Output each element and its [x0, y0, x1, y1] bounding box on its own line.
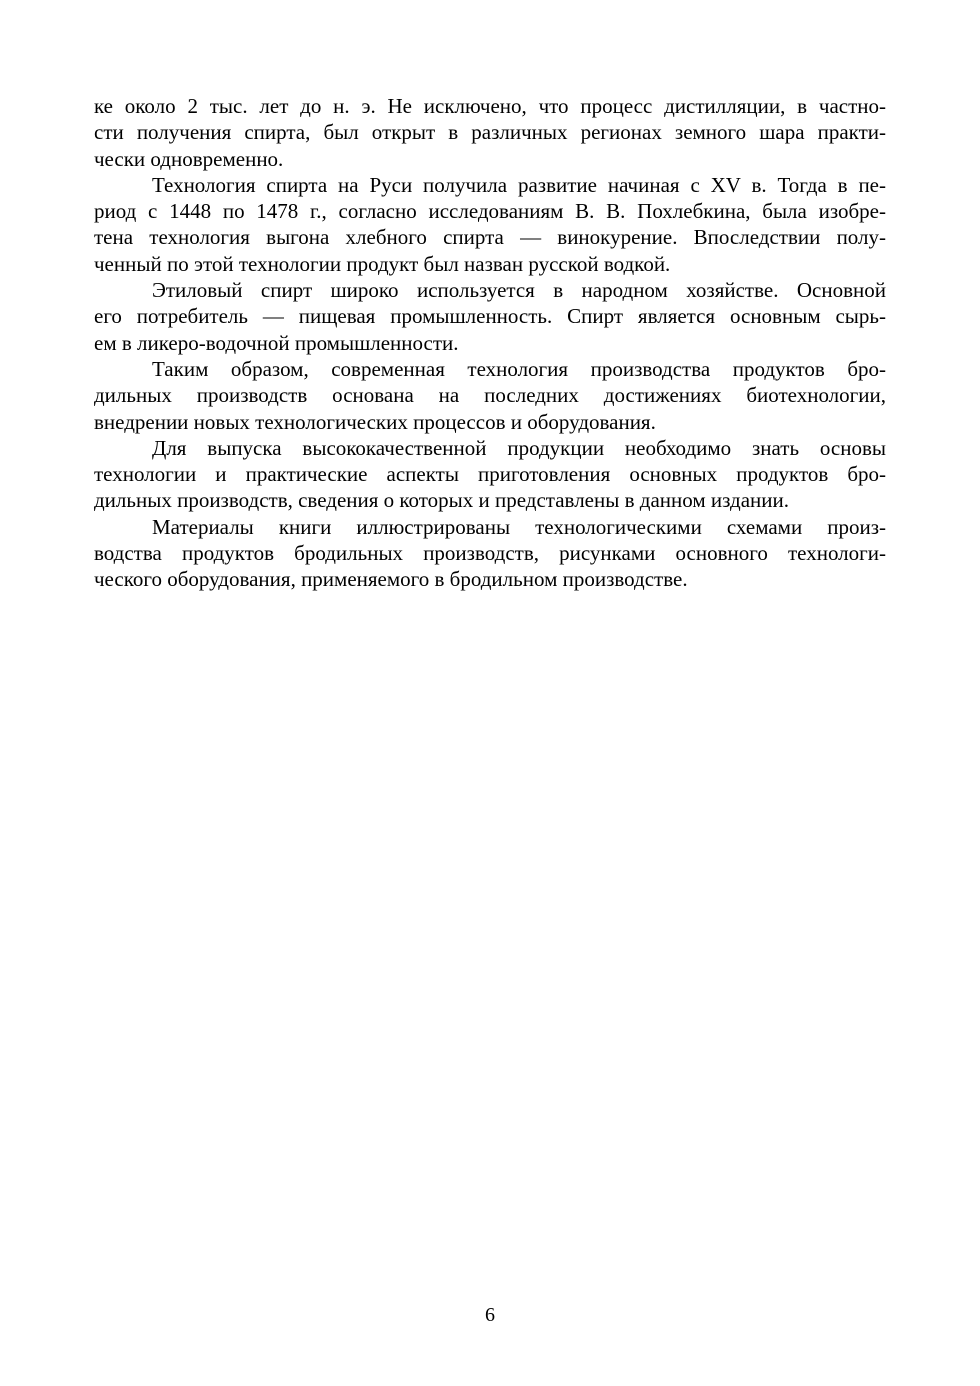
text-line: внедрении новых технологических процессов и оборудования.: [94, 409, 656, 434]
text-line: его потребитель — пищевая промышленность. Спирт является основным сырь-: [94, 304, 886, 329]
paragraph-3: [94, 277, 886, 356]
text-line: ке около 2 тыс. лет до н. э. Не исключено, что процесс дистилляции, в частно-: [94, 94, 886, 118]
text-line: водства продуктов бродильных производств, рисунками основного технологи-: [94, 541, 886, 566]
paragraph-6: [94, 514, 886, 593]
paragraph-2: [94, 172, 886, 277]
text-line: дильных производств основана на последних достижениях биотехнологии,: [94, 383, 886, 408]
text-line: риод с 1448 по 1478 г., согласно исследованиям В. В. Похлебкина, была изобре-: [94, 199, 886, 224]
paragraph-5: [94, 435, 886, 514]
text-line: Материалы книги иллюстрированы технологическими схемами произ-: [152, 514, 886, 539]
text-line: Для выпуска высококачественной продукции необходимо знать основы: [152, 435, 886, 460]
text-line: ченный по этой технологии продукт был назван русской водкой.: [94, 251, 671, 276]
text-line: Технология спирта на Руси получила развитие начиная с XV в. Тогда в пе-: [152, 172, 886, 197]
text-line: сти получения спирта, был открыт в различных регионах земного шара практи-: [94, 120, 886, 145]
paragraph-4: [94, 356, 886, 435]
text-line: тена технология выгона хлебного спирта — винокурение. Впоследствии полу-: [94, 225, 886, 250]
text-line: Таким образом, современная технология производства продуктов бро-: [152, 356, 886, 381]
text-line: технологии и практические аспекты приготовления основных продуктов бро-: [94, 462, 886, 487]
page-number: 6: [485, 1304, 495, 1326]
text-line: ческого оборудования, применяемого в бродильном производстве.: [94, 567, 688, 592]
text-line: Этиловый спирт широко используется в народном хозяйстве. Основной: [152, 278, 886, 303]
text-line: ем в ликеро-водочной промышленности.: [94, 330, 459, 355]
paragraph-1: [94, 93, 886, 172]
text-line: дильных производств, сведения о которых и представлены в данном издании.: [94, 488, 790, 513]
page-body: [94, 93, 886, 593]
text-line: чески одновременно.: [94, 146, 284, 171]
